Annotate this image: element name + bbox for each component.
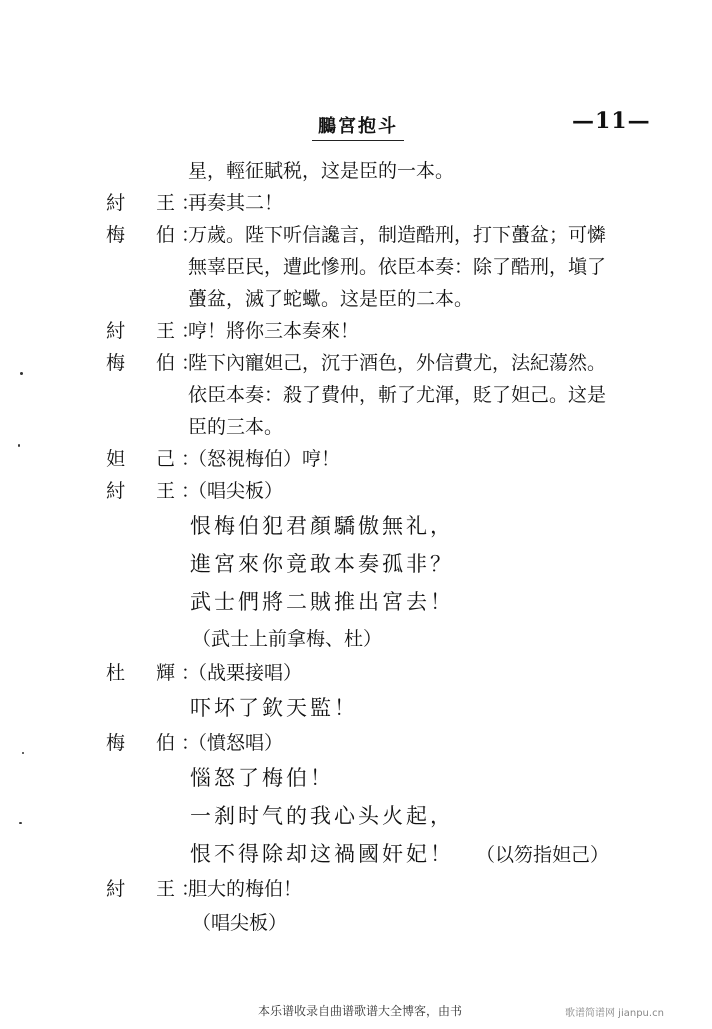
line-text: （唱尖板） [188, 480, 284, 502]
sung-line [190, 835, 609, 874]
dialogue-text [188, 219, 606, 251]
line-text: （憤怒唱） [188, 732, 284, 754]
page-number: —11— [572, 108, 651, 134]
line-text: 蠆盆，滅了蛇蠍。这是臣的二本。 [188, 288, 474, 310]
speaker-name: 妲 己： [106, 448, 207, 470]
script-line [0, 251, 712, 283]
dialogue-text [188, 727, 283, 759]
dialogue-text [188, 379, 606, 411]
script-line [0, 411, 712, 443]
script-line [0, 347, 712, 379]
script-line [0, 689, 712, 727]
script-line [0, 315, 712, 347]
dialogue-text [188, 347, 606, 379]
speaker-name: 梅 伯： [106, 732, 207, 754]
line-text: 恨不得除却这禍國奸妃！ [190, 842, 454, 866]
speaker-name: 紂 王： [106, 480, 207, 502]
sung-line [190, 545, 454, 583]
dialogue-text [188, 283, 473, 315]
line-text: 一刹时气的我心头火起， [190, 804, 454, 828]
line-text: 惱怒了梅伯！ [190, 766, 334, 790]
stage-direction [192, 621, 382, 657]
page-footer [0, 1000, 712, 1024]
speaker-name: 梅 伯： [106, 352, 207, 374]
script-line [0, 835, 712, 873]
dialogue-text [188, 657, 302, 689]
script-line [0, 657, 712, 689]
dialogue-text [188, 411, 283, 443]
script-line [0, 507, 712, 545]
sung-line [190, 759, 334, 797]
running-title: 鵩宮抱斗 [312, 112, 404, 141]
script-line [0, 219, 712, 251]
scan-speck [18, 444, 20, 447]
line-text: 万歲。陛下听信讒言，制造酷刑，打下蠆盆；可憐 [188, 224, 607, 246]
dialogue-text [188, 443, 340, 475]
line-text: 無辜臣民，遭此慘刑。依臣本奏：除了酷刑，塡了 [188, 256, 607, 278]
line-text: 依臣本奏：殺了費仲，斬了尤渾，貶了妲己。这是 [188, 384, 607, 406]
dialogue-text [188, 873, 302, 905]
line-text: （战栗接唱） [188, 662, 303, 684]
speaker-name: 梅 伯： [106, 224, 207, 246]
stage-direction [192, 905, 287, 941]
dialogue-text [188, 251, 606, 283]
script-line [0, 545, 712, 583]
script-line [0, 475, 712, 507]
script-line [0, 283, 712, 315]
script-line [0, 155, 712, 187]
footer-watermark: 歌谱简谱网 jianpu.cn [565, 1008, 664, 1019]
speaker-name: 杜 輝： [106, 662, 207, 684]
sung-line [190, 583, 454, 621]
script-line [0, 905, 712, 941]
script-line [0, 583, 712, 621]
line-text: 星，輕征賦税，这是臣的一本。 [188, 160, 455, 182]
script-line [0, 873, 712, 905]
line-text: 武士們將二賊推出宮去！ [190, 590, 454, 614]
line-text: 恨梅伯犯君顏驕傲無礼， [190, 514, 454, 538]
script-body [0, 155, 712, 941]
line-text: 臣的三本。 [188, 416, 284, 438]
script-line [0, 797, 712, 835]
line-text: （怒視梅伯）哼！ [188, 448, 341, 470]
stage-aside: （以笏指妲己） [476, 844, 610, 866]
scan-speck [20, 372, 23, 375]
speaker-name: 紂 王： [106, 192, 207, 214]
line-text: 胆大的梅伯！ [188, 878, 303, 900]
scan-speck [19, 822, 22, 824]
script-line [0, 187, 712, 219]
speaker-name: 紂 王： [106, 878, 207, 900]
line-text: （唱尖板） [192, 912, 288, 934]
scan-speck [22, 752, 24, 754]
line-text: （武士上前拿梅、杜） [192, 628, 383, 650]
sung-line [190, 797, 454, 835]
script-line [0, 379, 712, 411]
line-text: 哼！將你三本奏來！ [188, 320, 360, 342]
dialogue-text [188, 155, 454, 187]
dialogue-text [188, 187, 283, 219]
sung-line [190, 689, 358, 727]
dialogue-text [188, 475, 283, 507]
line-text: 陛下內寵妲己，沉于酒色，外信費尤，法紀蕩然。 [188, 352, 607, 374]
dialogue-text [188, 315, 359, 347]
script-line [0, 621, 712, 657]
script-line [0, 443, 712, 475]
script-line [0, 759, 712, 797]
line-text: 再奏其二！ [188, 192, 284, 214]
script-line [0, 727, 712, 759]
line-text: 進宮來你竟敢本奏孤非？ [190, 552, 454, 576]
footer-source-note: 本乐谱收录自曲谱歌谱大全博客，由书 [258, 1004, 463, 1018]
sung-line [190, 507, 454, 545]
speaker-name: 紂 王： [106, 320, 207, 342]
line-text: 吓坏了欽天監！ [190, 696, 358, 720]
page-header [0, 108, 712, 142]
